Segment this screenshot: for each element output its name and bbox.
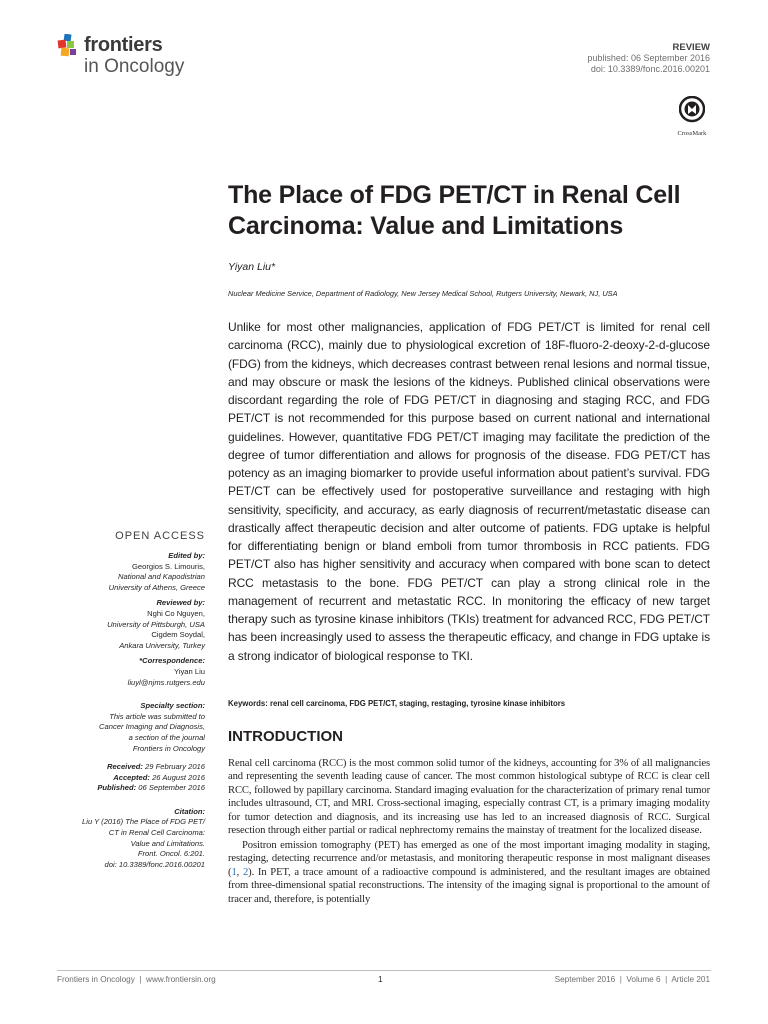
intro-p2-text-a: Positron emission tomography (PET) has emerged as one of the most important imaging modality in staging, restaging, detecting recurrence and/or metastasis, and monitoring therapeutic response in most malignant diseases ( [228,839,710,878]
received-date: Received: 29 February 2016 [107,762,205,772]
accepted-date: Accepted: 26 August 2016 [113,772,205,782]
reference-link-1[interactable]: 1 [231,866,237,878]
footer-journal[interactable]: Frontiers in Oncology | www.frontiersin.org [57,975,216,984]
citation-line-1: Liu Y (2016) The Place of FDG PET/ [82,817,205,827]
editor-affiliation-1: National and Kapodistrian [118,572,205,582]
citation-line-3: Value and Limitations. [130,838,205,848]
intro-paragraph-2 [228,839,710,906]
logo-brand-word: frontiers [84,34,163,56]
footer-divider [57,970,711,971]
page-number: 1 [378,975,383,984]
doi-link[interactable]: doi: 10.3389/fonc.2016.00201 [590,64,710,74]
editor-affiliation-2: University of Athens, Greece [108,582,205,592]
citation-doi[interactable]: doi: 10.3389/fonc.2016.00201 [104,859,205,869]
article-info-sidebar [50,529,205,870]
specialty-line-3: a section of the journal [128,732,205,742]
crossmark-icon [679,96,705,126]
article-meta-header [587,42,710,75]
footer-issue-info: September 2016 | Volume 6 | Article 201 [554,975,710,984]
author-affiliation: Nuclear Medicine Service, Department of Radiology, New Jersey Medical School, Rutgers University, Newark, NJ, USA [228,289,618,298]
abstract: Unlike for most other malignancies, application of FDG PET/CT is limited for renal cell carcinoma (RCC), mainly due to physiological excretion of 18F-fluoro-2-deoxy-2-d-glucose (FDG) from the kidneys, which decreases contrast between renal lesions and normal tissue, and may obscure or mask the lesions of the kidneys. Published clinical observations were discordant regarding the role of FDG PET/CT in diagnosing and staging RCC, and FDG PET/CT is not recommended for this purpose based on current national and international guidelines. However, quantitative FDG PET/CT imaging may facilitate the prediction of the degree of tumor differentiation and allows for prognosis of the disease. FDG PET/CT has potency as an imaging biomarker to provide useful information about patient’s survival. FDG PET/CT can be effectively used for postoperative surveillance and restaging with high sensitivity, specificity, and accuracy, as early diagnosis of recurrent/metastatic disease can drastically affect therapeutic decision and alter outcome of patients. FDG uptake is helpful for differentiating benign or bland emboli from tumor thrombosis in RCC patients. FDG PET/CT also has higher sensitivity and accuracy when compared with bone scan to detect RCC metastasis to the bone. FDG PET/CT can play a strong clinical role in the management of recurrent and metastatic RCC. In monitoring the efficacy of new target therapy such as tyrosine kinase inhibitors (TKIs) treatment for advanced RCC, FDG PET/CT has been increasingly used to assess the therapeutic efficacy, and change in FDG uptake is a strong indicator of biological response to TKI. [228,320,710,663]
article-type: REVIEW [672,42,710,53]
section-heading-introduction: INTRODUCTION [228,728,343,745]
citation-line-4: Front. Oncol. 6:201. [137,849,205,859]
frontiers-logo-icon [57,34,81,58]
author-name[interactable]: Yiyan Liu* [228,261,276,273]
reviewer-1-name: Nghi Co Nguyen, [147,608,205,618]
intro-p2-text-b: ). In PET, a trace amount of a radioactive compound is administered, and the resultant images are obtained from three-dimensional spatial reconstructions. The intensity of the imaging signal is proportional to the amount of tracer and, therefore, is potentially [228,866,710,905]
reviewer-1-affiliation: University of Pittsburgh, USA [107,619,205,629]
intro-p2-separator: , [236,866,243,878]
journal-logo [57,32,207,80]
crossmark-badge[interactable] [674,96,710,138]
introduction-body [228,757,710,906]
keywords: Keywords: renal cell carcinoma, FDG PET/CT, staging, restaging, tyrosine kinase inhibitors [228,699,566,708]
specialty-section-label: Specialty section: [140,701,205,711]
published-date-sidebar: Published: 06 September 2016 [97,783,205,793]
correspondence-name: Yiyan Liu [174,666,205,676]
specialty-line-2: Cancer Imaging and Diagnosis, [99,722,205,732]
edited-by-label: Edited by: [168,551,205,560]
published-date: published: 06 September 2016 [587,53,710,63]
logo-journal-name: in Oncology [84,56,185,77]
open-access-label: OPEN ACCESS [115,530,205,542]
specialty-line-4: Frontiers in Oncology [132,743,205,753]
reviewed-by-label: Reviewed by: [156,598,205,608]
correspondence-label: *Correspondence: [139,656,205,666]
reviewer-2-name: Cigdem Soydal, [151,630,205,640]
intro-paragraph-1: Renal cell carcinoma (RCC) is the most common solid tumor of the kidneys, accounting for 3% of all malignancies and representing the seventh leading cause of cancer. The most common histological subtype of RCC is clear cell RCC, followed by papillary carcinoma. Standard imaging evaluation for the characterization of primary renal tumor includes ultrasound, CT, and MRI. Cross-sectional imaging, especially contrast CT, is a primary imaging modality for tumor detection and diagnosis, and its increasing use has led to an increased diagnosis of RCC. Surgical resection through either partial or radical nephrectomy remains the mainstay of treatment for the localized disease. [228,758,710,837]
citation-label: Citation: [174,806,205,816]
reviewer-2-affiliation: Ankara University, Turkey [119,640,205,650]
editor-name: Georgios S. Limouris, [131,561,205,571]
citation-line-2: CT in Renal Cell Carcinoma: [108,828,205,838]
crossmark-label: CrossMark [677,130,707,137]
specialty-line-1: This article was submitted to [109,711,205,721]
correspondence-email[interactable]: liuyl@njms.rutgers.edu [127,677,205,687]
article-title: The Place of FDG PET/CT in Renal Cell Carcinoma: Value and Limitations [228,181,681,240]
reference-link-2[interactable]: 2 [242,866,249,878]
